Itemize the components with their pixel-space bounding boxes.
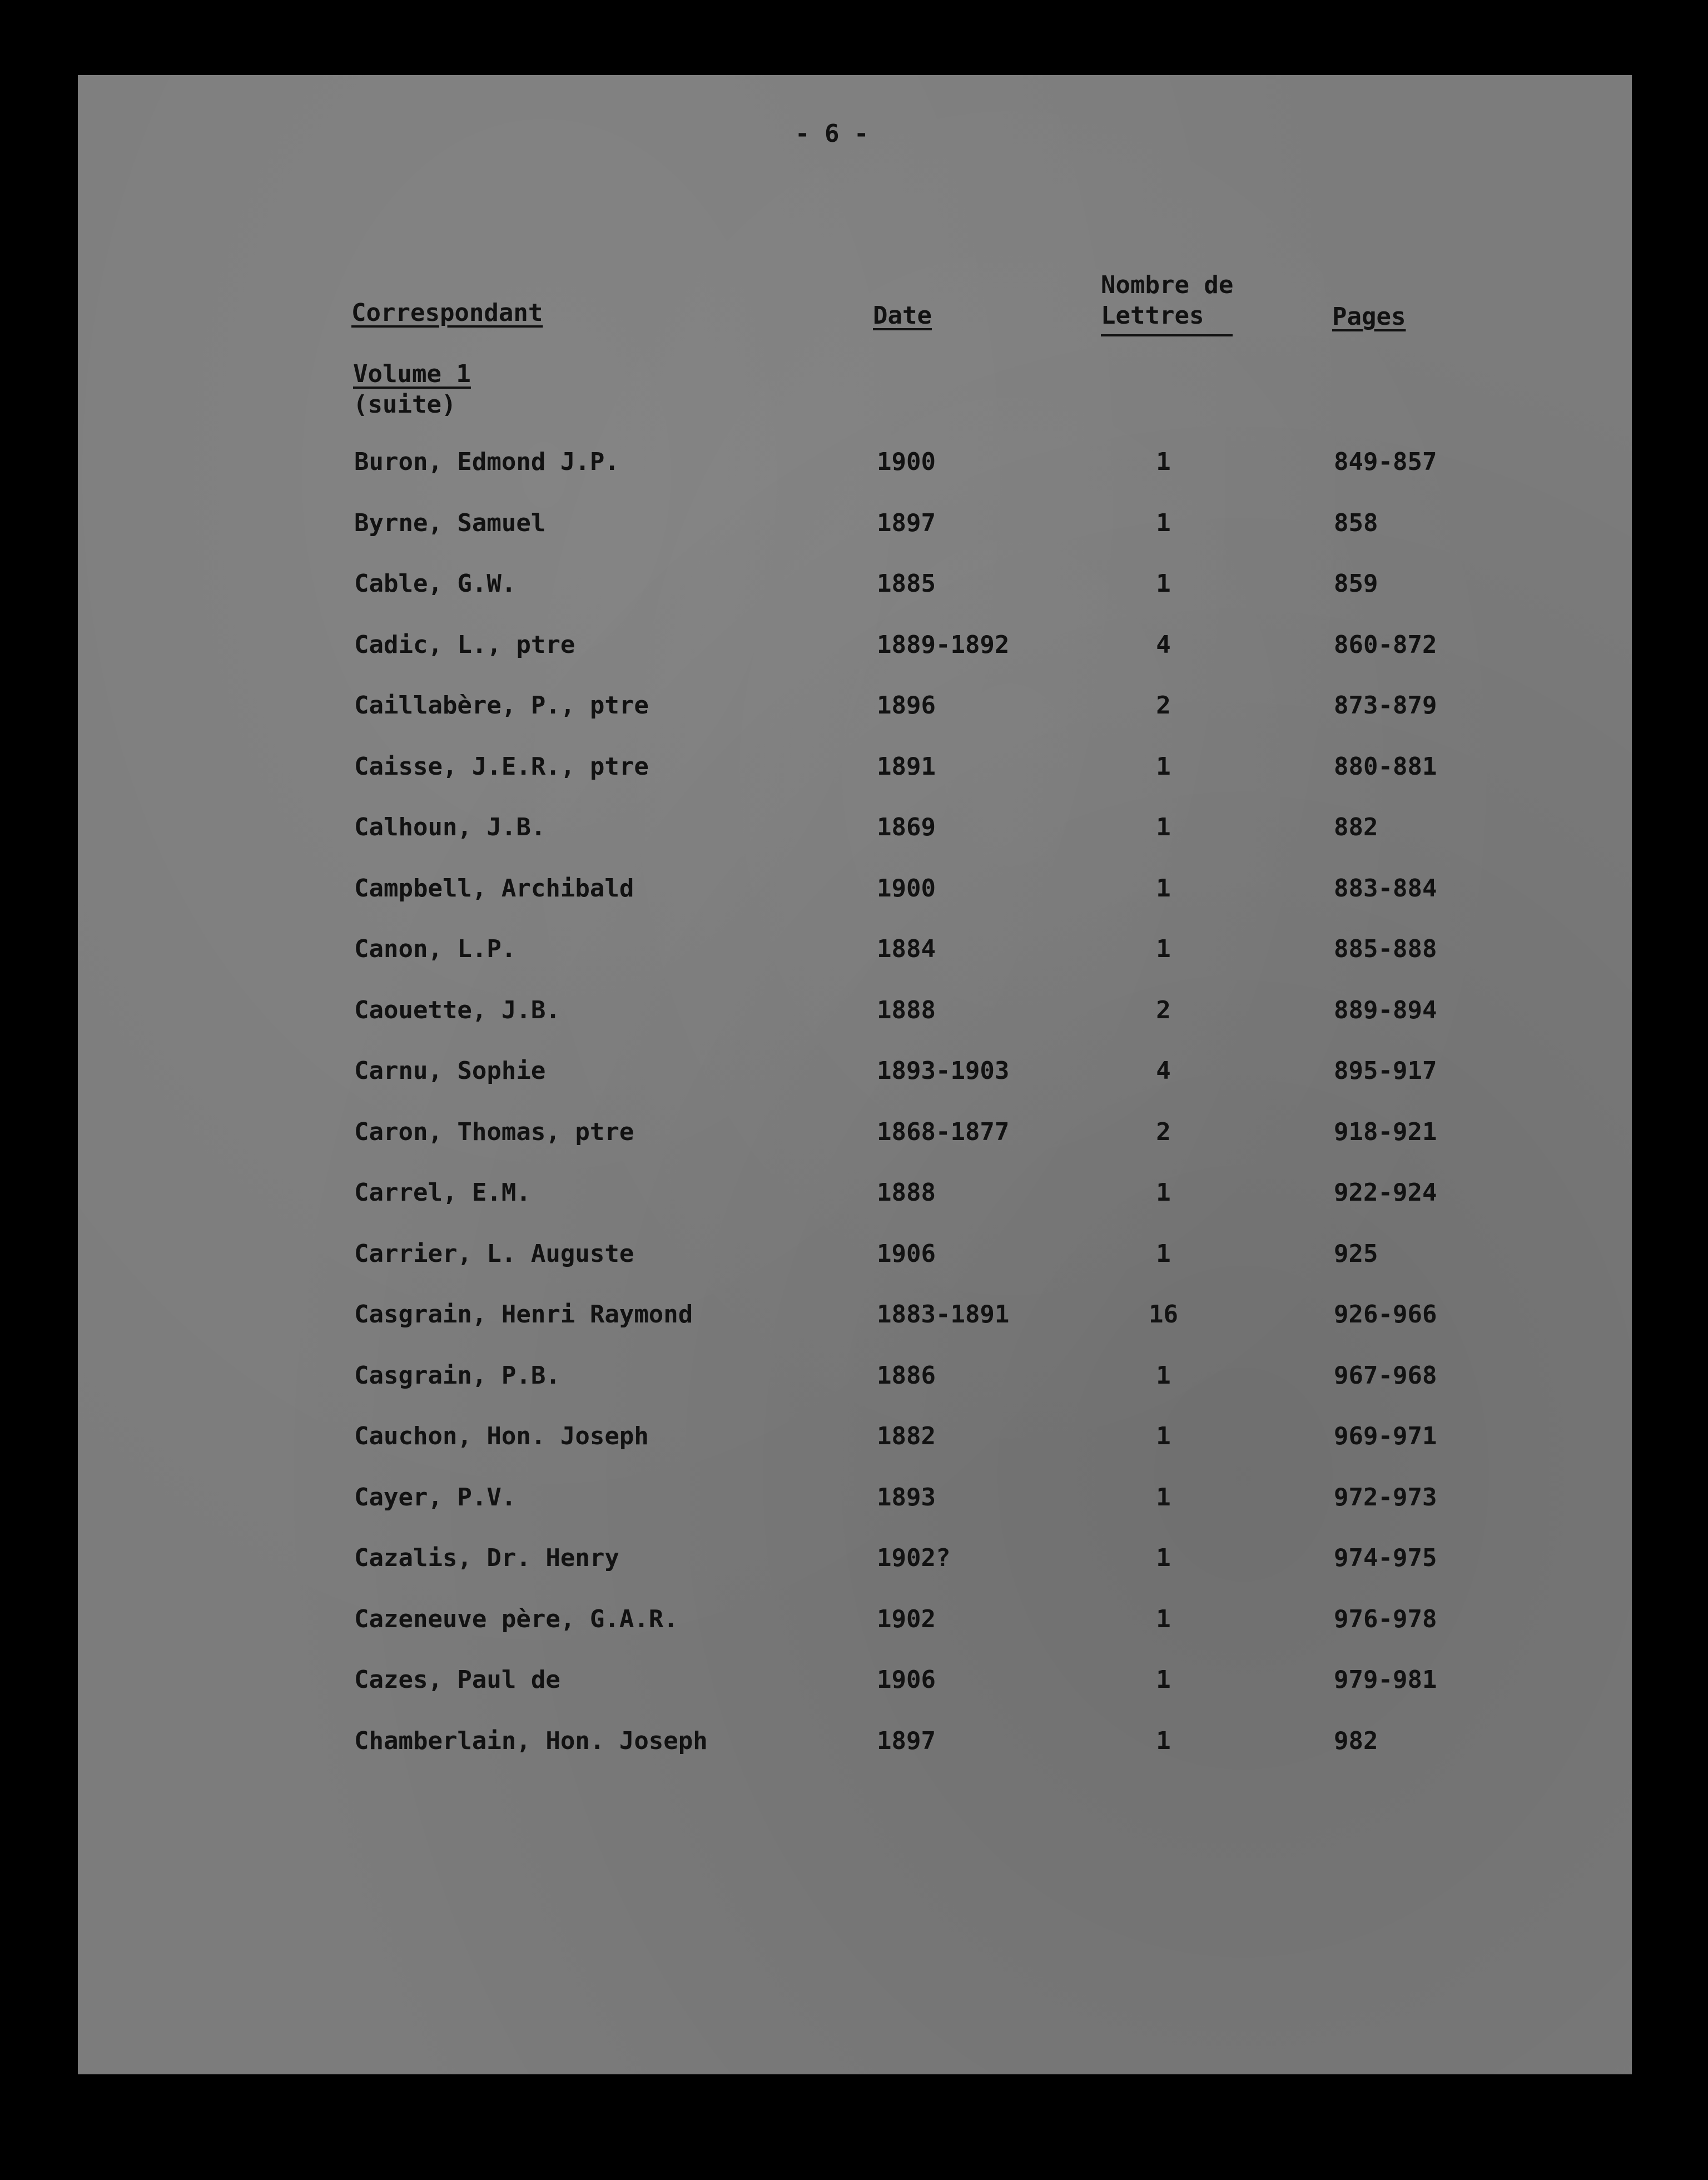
correspondent-date: 1882 — [877, 1422, 936, 1450]
correspondent-list — [78, 448, 1632, 1787]
page-range: 858 — [1334, 508, 1378, 537]
page-range: 849-857 — [1334, 448, 1437, 476]
letter-count: 1 — [1156, 1178, 1171, 1207]
list-item — [78, 1361, 1632, 1423]
correspondent-date: 1897 — [877, 1726, 936, 1755]
correspondent-date: 1906 — [877, 1239, 936, 1268]
list-item — [78, 1666, 1632, 1727]
letter-count: 1 — [1156, 874, 1171, 903]
correspondent-date: 1900 — [877, 448, 936, 476]
correspondent-date: 1869 — [877, 813, 936, 841]
section-heading — [353, 359, 471, 420]
list-item — [78, 996, 1632, 1057]
correspondent-name: Cayer, P.V. — [354, 1483, 517, 1512]
correspondent-date: 1886 — [877, 1361, 936, 1390]
list-item — [78, 1727, 1632, 1788]
list-item — [78, 1178, 1632, 1240]
letter-count: 1 — [1156, 935, 1171, 963]
correspondent-name: Cazalis, Dr. Henry — [354, 1544, 619, 1572]
list-item — [78, 1605, 1632, 1666]
correspondent-date: 1902 — [877, 1604, 936, 1633]
correspondent-date: 1884 — [877, 935, 936, 963]
header-nombre-line2: Lettres — [1101, 300, 1233, 336]
letter-count: 2 — [1156, 995, 1171, 1024]
correspondent-date: 1888 — [877, 995, 936, 1024]
correspondent-date: 1897 — [877, 508, 936, 537]
letter-count: 4 — [1156, 630, 1171, 659]
correspondent-date: 1896 — [877, 691, 936, 720]
correspondent-name: Carrier, L. Auguste — [354, 1239, 634, 1268]
header-date-label: Date — [873, 301, 932, 330]
header-pages — [1332, 301, 1406, 332]
page-range: 976-978 — [1334, 1604, 1437, 1633]
page-range: 967-968 — [1334, 1361, 1437, 1390]
section-subtitle: (suite) — [353, 390, 456, 419]
correspondent-name: Caisse, J.E.R., ptre — [354, 752, 649, 781]
letter-count: 1 — [1156, 1422, 1171, 1450]
correspondent-name: Byrne, Samuel — [354, 508, 546, 537]
page-range: 895-917 — [1334, 1057, 1437, 1085]
list-item — [78, 1118, 1632, 1179]
correspondent-date: 1902? — [877, 1544, 951, 1572]
page-range: 882 — [1334, 813, 1378, 841]
list-item — [78, 691, 1632, 752]
correspondent-date: 1888 — [877, 1178, 936, 1207]
page-range: 880-881 — [1334, 752, 1437, 781]
page-range: 972-973 — [1334, 1483, 1437, 1512]
correspondent-date: 1885 — [877, 569, 936, 598]
list-item — [78, 631, 1632, 692]
letter-count: 1 — [1156, 813, 1171, 841]
page-range: 926-966 — [1334, 1300, 1437, 1329]
correspondent-name: Cazeneuve père, G.A.R. — [354, 1604, 678, 1633]
correspondent-date: 1868-1877 — [877, 1117, 1010, 1146]
correspondent-name: Cadic, L., ptre — [354, 630, 575, 659]
correspondent-name: Carnu, Sophie — [354, 1057, 546, 1085]
correspondent-date: 1889-1892 — [877, 630, 1010, 659]
letter-count: 2 — [1156, 1117, 1171, 1146]
page-range: 889-894 — [1334, 995, 1437, 1024]
list-item — [78, 1300, 1632, 1361]
page-range: 969-971 — [1334, 1422, 1437, 1450]
page-range: 873-879 — [1334, 691, 1437, 720]
list-item — [78, 752, 1632, 814]
page-range: 922-924 — [1334, 1178, 1437, 1207]
header-correspondant — [351, 298, 543, 328]
correspondent-name: Cazes, Paul de — [354, 1666, 560, 1694]
letter-count: 1 — [1156, 1726, 1171, 1755]
list-item — [78, 1057, 1632, 1118]
correspondent-name: Caouette, J.B. — [354, 995, 560, 1024]
list-item — [78, 569, 1632, 631]
letter-count: 1 — [1156, 1239, 1171, 1268]
list-item — [78, 509, 1632, 570]
correspondent-name: Canon, L.P. — [354, 935, 517, 963]
correspondent-name: Caillabère, P., ptre — [354, 691, 649, 720]
header-correspondant-label: Correspondant — [351, 299, 543, 327]
correspondent-name: Casgrain, P.B. — [354, 1361, 560, 1390]
correspondent-date: 1900 — [877, 874, 936, 903]
page-range: 860-872 — [1334, 630, 1437, 659]
page-range: 925 — [1334, 1239, 1378, 1268]
page-range: 974-975 — [1334, 1544, 1437, 1572]
list-item — [78, 935, 1632, 996]
correspondent-name: Buron, Edmond J.P. — [354, 448, 619, 476]
page-range: 885-888 — [1334, 935, 1437, 963]
letter-count: 1 — [1156, 448, 1171, 476]
list-item — [78, 1240, 1632, 1301]
list-item — [78, 813, 1632, 874]
correspondent-name: Campbell, Archibald — [354, 874, 634, 903]
correspondent-name: Chamberlain, Hon. Joseph — [354, 1726, 708, 1755]
letter-count: 1 — [1156, 508, 1171, 537]
correspondent-name: Cauchon, Hon. Joseph — [354, 1422, 649, 1450]
header-date — [873, 300, 932, 331]
list-item — [78, 1544, 1632, 1605]
list-item — [78, 874, 1632, 935]
letter-count: 2 — [1156, 691, 1171, 720]
page-range: 883-884 — [1334, 874, 1437, 903]
correspondent-date: 1893-1903 — [877, 1057, 1010, 1085]
scanned-page — [78, 75, 1632, 2074]
header-pages-label: Pages — [1332, 303, 1406, 331]
letter-count: 1 — [1156, 1361, 1171, 1390]
header-nombre-lettres — [1101, 270, 1233, 336]
list-item — [78, 1483, 1632, 1544]
correspondent-name: Caron, Thomas, ptre — [354, 1117, 634, 1146]
list-item — [78, 448, 1632, 509]
letter-count: 1 — [1156, 1483, 1171, 1512]
list-item — [78, 1422, 1632, 1483]
page-range: 982 — [1334, 1726, 1378, 1755]
letter-count: 1 — [1156, 1604, 1171, 1633]
section-title: Volume 1 — [353, 360, 471, 388]
page-range: 979-981 — [1334, 1666, 1437, 1694]
letter-count: 1 — [1156, 752, 1171, 781]
page-range: 918-921 — [1334, 1117, 1437, 1146]
page-range: 859 — [1334, 569, 1378, 598]
letter-count: 4 — [1156, 1057, 1171, 1085]
correspondent-date: 1883-1891 — [877, 1300, 1010, 1329]
letter-count: 1 — [1156, 569, 1171, 598]
letter-count: 1 — [1156, 1544, 1171, 1572]
header-nombre-line1: Nombre de — [1101, 271, 1234, 299]
correspondent-name: Calhoun, J.B. — [354, 813, 546, 841]
letter-count: 1 — [1156, 1666, 1171, 1694]
correspondent-name: Cable, G.W. — [354, 569, 517, 598]
correspondent-date: 1893 — [877, 1483, 936, 1512]
page-number: - 6 - — [795, 120, 869, 148]
correspondent-name: Casgrain, Henri Raymond — [354, 1300, 693, 1329]
correspondent-date: 1906 — [877, 1666, 936, 1694]
letter-count: 16 — [1149, 1300, 1178, 1329]
correspondent-name: Carrel, E.M. — [354, 1178, 531, 1207]
correspondent-date: 1891 — [877, 752, 936, 781]
